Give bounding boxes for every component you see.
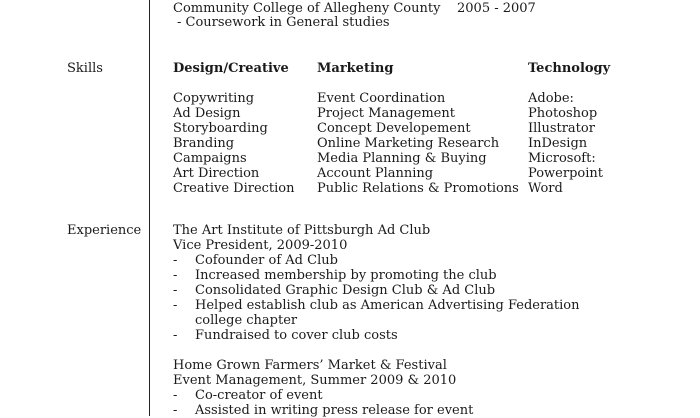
bullet-item: - Consolidated Graphic Design Club & Ad Club bbox=[173, 283, 496, 298]
bullet-dash: - bbox=[173, 268, 178, 283]
experience-org: Home Grown Farmers’ Market & Festival bbox=[173, 358, 447, 373]
skill-item: Copywriting bbox=[173, 91, 255, 106]
skill-item: Project Management bbox=[317, 106, 455, 121]
bullet-item: - Fundraised to cover club costs bbox=[173, 328, 398, 343]
skill-item: Campaigns bbox=[173, 151, 247, 166]
skills-heading-marketing: Marketing bbox=[317, 61, 394, 76]
experience-org: The Art Institute of Pittsburgh Ad Club bbox=[173, 223, 431, 238]
skill-item: Branding bbox=[173, 136, 235, 151]
skill-item: Ad Design bbox=[173, 106, 241, 121]
bullet-item: - Increased membership by promoting the club bbox=[173, 268, 497, 283]
education-years: 2005 - 2007 bbox=[457, 1, 536, 16]
skill-item: Photoshop bbox=[528, 106, 598, 121]
skill-item: Microsoft: bbox=[528, 151, 596, 166]
skills-list-technology bbox=[528, 91, 603, 196]
skill-item: Word bbox=[528, 181, 563, 196]
experience-section-label: Experience bbox=[67, 223, 142, 238]
education-note: - Coursework in General studies bbox=[177, 15, 390, 30]
skill-item: Event Coordination bbox=[317, 91, 446, 106]
skills-list-marketing bbox=[317, 91, 519, 196]
skill-item: Illustrator bbox=[528, 121, 595, 136]
bullet-continuation: college chapter bbox=[195, 313, 298, 328]
skill-item: Online Marketing Research bbox=[317, 136, 500, 151]
bullet-dash: - bbox=[173, 403, 178, 418]
bullet-dash: - bbox=[173, 388, 178, 403]
bullet-dash: - bbox=[173, 328, 178, 343]
skill-item: Concept Developement bbox=[317, 121, 471, 136]
skills-heading-technology: Technology bbox=[528, 61, 611, 76]
skills-section-label: Skills bbox=[67, 61, 103, 76]
experience-role: Event Management, Summer 2009 & 2010 bbox=[173, 373, 457, 388]
skills-heading-design: Design/Creative bbox=[173, 61, 289, 76]
experience-bullets bbox=[173, 253, 593, 343]
vertical-divider bbox=[149, 0, 150, 416]
experience-bullets bbox=[173, 388, 593, 418]
skill-item: Media Planning & Buying bbox=[317, 151, 487, 166]
skill-item: Powerpoint bbox=[528, 166, 603, 181]
bullet-dash: - bbox=[173, 298, 178, 313]
bullet-dash: - bbox=[173, 253, 178, 268]
skills-list-design bbox=[173, 91, 295, 196]
bullet-item: - Assisted in writing press release for event bbox=[173, 403, 474, 418]
skill-item: Storyboarding bbox=[173, 121, 268, 136]
skill-item: Art Direction bbox=[173, 166, 260, 181]
skill-item: Account Planning bbox=[317, 166, 434, 181]
experience-role: Vice President, 2009-2010 bbox=[173, 238, 348, 253]
education-school: Community College of Allegheny County bbox=[173, 1, 441, 16]
bullet-item: - Cofounder of Ad Club bbox=[173, 253, 338, 268]
bullet-item: - Co-creator of event bbox=[173, 388, 323, 403]
bullet-dash: - bbox=[173, 283, 178, 298]
skill-item: Adobe: bbox=[528, 91, 574, 106]
skill-item: InDesign bbox=[528, 136, 588, 151]
skill-item: Creative Direction bbox=[173, 181, 295, 196]
bullet-item: - Helped establish club as American Advertising Federation bbox=[173, 298, 580, 313]
skill-item: Public Relations & Promotions bbox=[317, 181, 519, 196]
